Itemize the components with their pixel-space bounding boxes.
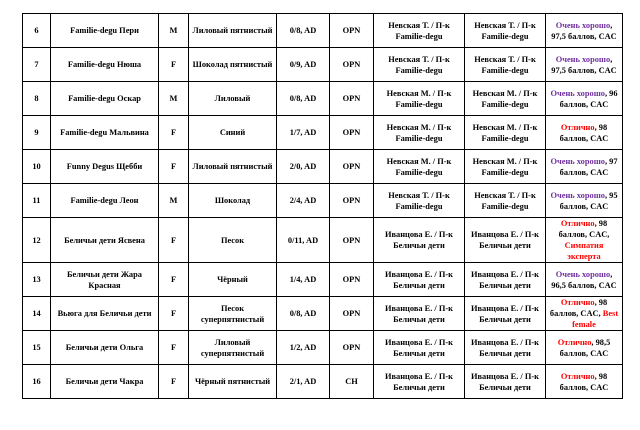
breeder-cell: Невская Т. / П-к Familie-degu [374,14,465,48]
show-class-cell: OPN [330,184,374,218]
owner-cell: Иванцова Е. / П-к Беличьи дети [465,365,546,399]
sex-cell: M [159,184,189,218]
table-row [23,218,623,263]
result-score: , 98 баллов, CAC, [558,219,610,239]
results-body [23,14,623,399]
sex-cell: F [159,331,189,365]
table-row [23,297,623,331]
grade-label: Отлично [560,219,595,228]
result-cell [546,116,623,150]
result-score: , 98 баллов, CAC [559,122,609,143]
grade-label: Очень хорошо [550,88,605,98]
animal-name-cell: Familie-degu Мальвина [51,116,159,150]
owner-cell: Невская М. / П-к Familie-degu [465,82,546,116]
table-row [23,48,623,82]
owner-cell: Невская М. / П-к Familie-degu [465,116,546,150]
animal-name-cell: Familie-degu Оскар [51,82,159,116]
show-class-cell: OPN [330,82,374,116]
age-code-cell: 2/4, AD [277,184,330,218]
animal-name-cell: Беличьи дети Чакра [51,365,159,399]
show-class-cell: OPN [330,116,374,150]
grade-label: Очень хорошо [555,269,611,279]
award-label: Best female [572,309,619,329]
sex-cell: F [159,150,189,184]
result-score: , 97,5 баллов, CAC [551,54,617,75]
animal-name-cell: Беличьи дети Ольга [51,331,159,365]
row-number-cell: 13 [23,263,51,297]
result-cell [546,14,623,48]
result-score: , 97,5 баллов, CAC [551,20,617,41]
breeder-cell: Иванцова Е. / П-к Беличьи дети [374,331,465,365]
coat-color-cell: Шоколад [189,184,277,218]
row-number-cell: 10 [23,150,51,184]
sex-cell: M [159,82,189,116]
breeder-cell: Невская Т. / П-к Familie-degu [374,48,465,82]
results-table [22,13,623,399]
table-row [23,82,623,116]
animal-name-cell: Вьюга для Беличьи дети [51,297,159,331]
result-cell [546,82,623,116]
animal-name-cell: Familie-degu Пери [51,14,159,48]
age-code-cell: 2/1, AD [277,365,330,399]
coat-color-cell: Песок суперпятнистый [189,297,277,331]
grade-label: Очень хорошо [550,156,605,166]
grade-label: Очень хорошо [555,20,611,30]
row-number-cell: 16 [23,365,51,399]
owner-cell: Невская Т. / П-к Familie-degu [465,14,546,48]
animal-name-cell: Familie-degu Леон [51,184,159,218]
show-class-cell: OPN [330,150,374,184]
show-class-cell: OPN [330,331,374,365]
grade-label: Отлично [560,298,595,307]
breeder-cell: Невская М. / П-к Familie-degu [374,82,465,116]
sex-cell: F [159,365,189,399]
table-row [23,331,623,365]
show-class-cell: OPN [330,48,374,82]
breeder-cell: Иванцова Е. / П-к Беличьи дети [374,365,465,399]
coat-color-cell: Чёрный [189,263,277,297]
age-code-cell: 0/9, AD [277,48,330,82]
breeder-cell: Невская М. / П-к Familie-degu [374,116,465,150]
grade-label: Очень хорошо [555,54,611,64]
breeder-cell: Иванцова Е. / П-к Беличьи дети [374,263,465,297]
row-number-cell: 6 [23,14,51,48]
age-code-cell: 0/8, AD [277,297,330,331]
sex-cell: F [159,218,189,263]
table-row [23,184,623,218]
breeder-cell: Иванцова Е. / П-к Беличьи дети [374,297,465,331]
table-row [23,116,623,150]
result-score: , 98 баллов, CAC [559,371,609,392]
result-cell [546,48,623,82]
grade-label: Отлично [560,371,595,381]
coat-color-cell: Лиловый [189,82,277,116]
coat-color-cell: Лиловый пятнистый [189,150,277,184]
show-class-cell: OPN [330,263,374,297]
sex-cell: F [159,48,189,82]
result-cell [546,218,623,263]
show-class-cell: OPN [330,14,374,48]
result-cell [546,297,623,331]
age-code-cell: 1/2, AD [277,331,330,365]
result-cell [546,365,623,399]
row-number-cell: 14 [23,297,51,331]
breeder-cell: Иванцова Е. / П-к Беличьи дети [374,218,465,263]
show-class-cell: CH [330,365,374,399]
coat-color-cell: Синий [189,116,277,150]
result-score: , 97 баллов, CAC [559,156,618,177]
age-code-cell: 0/8, AD [277,82,330,116]
row-number-cell: 15 [23,331,51,365]
row-number-cell: 11 [23,184,51,218]
sex-cell: M [159,14,189,48]
coat-color-cell: Песок [189,218,277,263]
coat-color-cell: Чёрный пятнистый [189,365,277,399]
coat-color-cell: Лиловый суперпятнистый [189,331,277,365]
owner-cell: Иванцова Е. / П-к Беличьи дети [465,331,546,365]
row-number-cell: 8 [23,82,51,116]
animal-name-cell: Familie-degu Нюша [51,48,159,82]
result-cell [546,263,623,297]
table-row [23,263,623,297]
owner-cell: Невская Т. / П-к Familie-degu [465,184,546,218]
age-code-cell: 1/7, AD [277,116,330,150]
owner-cell: Иванцова Е. / П-к Беличьи дети [465,263,546,297]
award-label: Симпатия эксперта [564,241,604,261]
result-score: , 96 баллов, CAC [559,88,618,109]
owner-cell: Невская М. / П-к Familie-degu [465,150,546,184]
grade-label: Отлично [557,337,592,347]
grade-label: Отлично [560,122,595,132]
sex-cell: F [159,263,189,297]
coat-color-cell: Лиловый пятнистый [189,14,277,48]
show-class-cell: OPN [330,218,374,263]
owner-cell: Невская Т. / П-к Familie-degu [465,48,546,82]
animal-name-cell: Беличьи дети Жара Красная [51,263,159,297]
result-score: , 96,5 баллов, CAC [551,269,617,290]
owner-cell: Иванцова Е. / П-к Беличьи дети [465,218,546,263]
grade-label: Очень хорошо [550,190,605,200]
sex-cell: F [159,297,189,331]
coat-color-cell: Шоколад пятнистый [189,48,277,82]
table-row [23,14,623,48]
row-number-cell: 9 [23,116,51,150]
sex-cell: F [159,116,189,150]
age-code-cell: 0/8, AD [277,14,330,48]
result-score: , 95 баллов, CAC [559,190,618,211]
result-cell [546,184,623,218]
animal-name-cell: Funny Degus Щебби [51,150,159,184]
age-code-cell: 0/11, AD [277,218,330,263]
owner-cell: Иванцова Е. / П-к Беличьи дети [465,297,546,331]
row-number-cell: 12 [23,218,51,263]
result-score: , 98 баллов, CAC, [549,298,608,318]
result-cell [546,331,623,365]
row-number-cell: 7 [23,48,51,82]
age-code-cell: 1/4, AD [277,263,330,297]
breeder-cell: Невская Т. / П-к Familie-degu [374,184,465,218]
result-score: , 98,5 баллов, CAC [559,337,611,358]
animal-name-cell: Беличьи дети Ясвена [51,218,159,263]
result-cell [546,150,623,184]
table-row [23,365,623,399]
table-row [23,150,623,184]
breeder-cell: Невская М. / П-к Familie-degu [374,150,465,184]
show-class-cell: OPN [330,297,374,331]
age-code-cell: 2/0, AD [277,150,330,184]
